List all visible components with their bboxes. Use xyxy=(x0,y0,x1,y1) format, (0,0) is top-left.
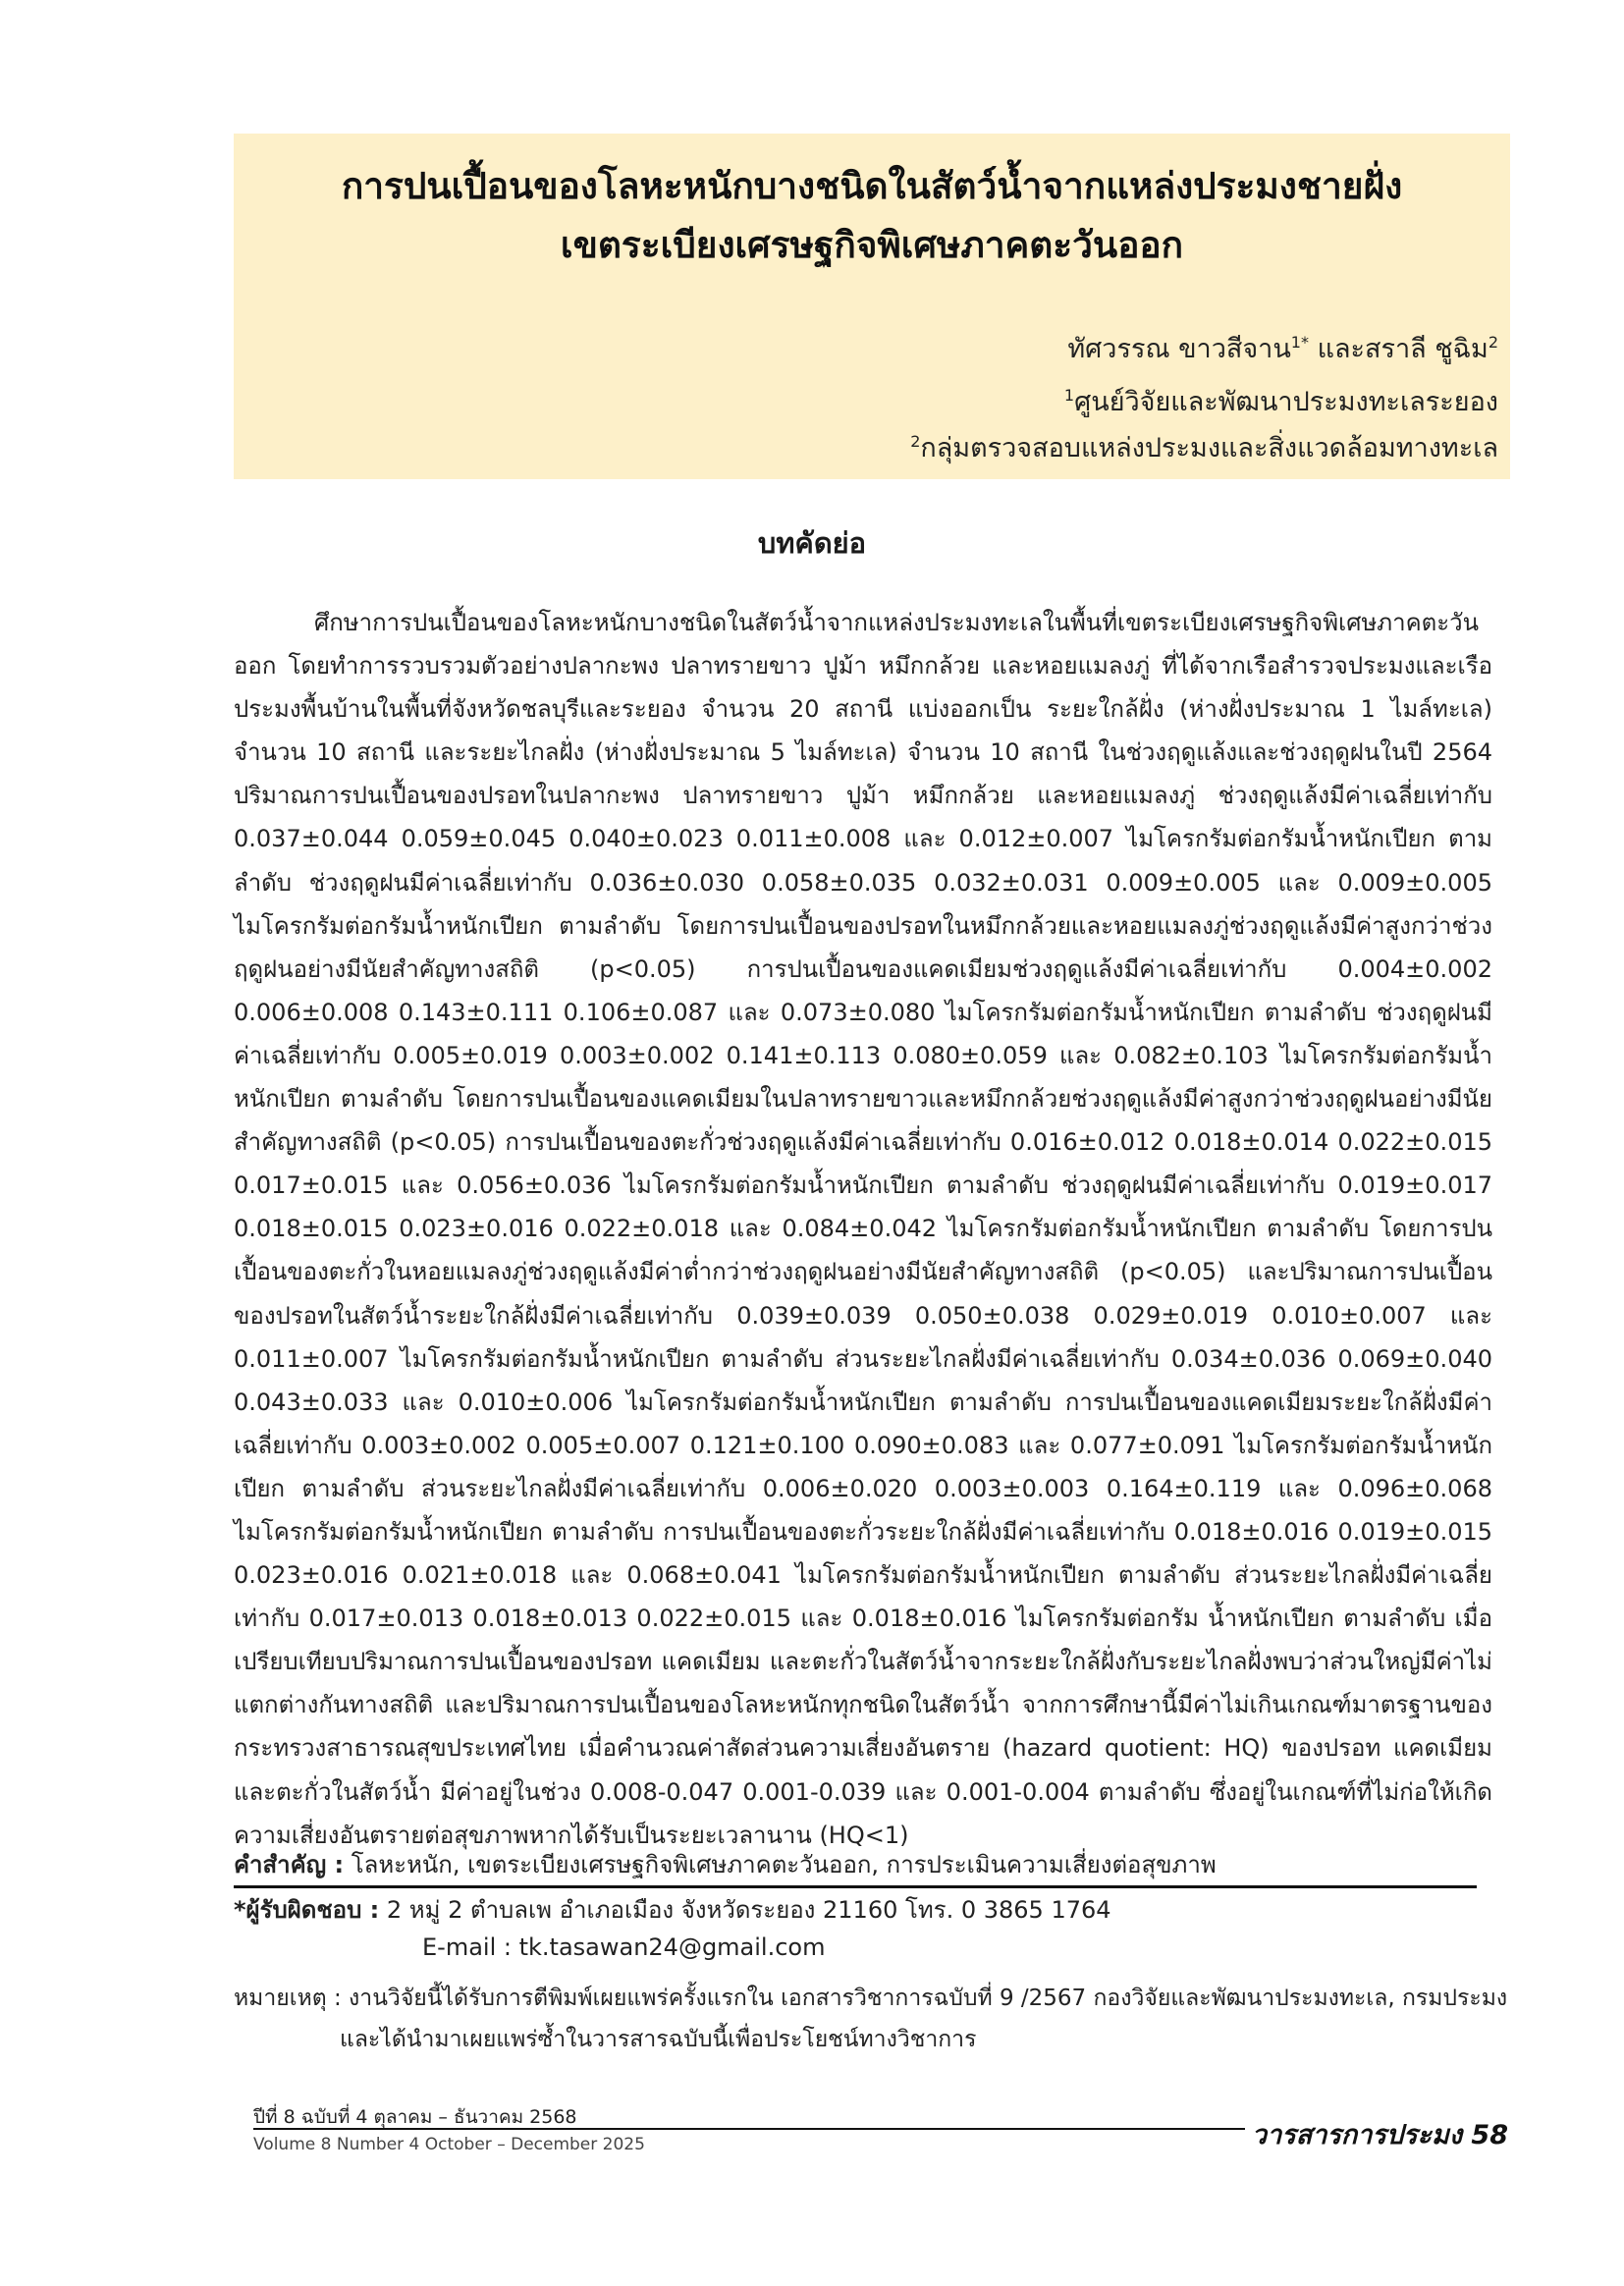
keywords xyxy=(234,1845,1492,1883)
author-1-marker: 1* xyxy=(1290,333,1309,352)
affiliation-2 xyxy=(910,426,1498,468)
abstract-body: ศึกษาการปนเปื้อนของโลหะหนักบางชนิดในสัตว์น้ำจากแหล่งประมงทะเลในพื้นที่เขตระเบียงเศรษฐกิจพิเศษภาคตะวันออก โดยทำการรวบรวมตัวอย่างปลากะพง ปลาทรายขาว ปูม้า หมึกกล้วย และหอยแมลงภู่ ที่ได้จากเรือสำรวจประมงและเรือประมงพื้นบ้านในพื้นที่จังหวัดชลบุรีและระยอง จำนวน 20 สถานี แบ่งออกเป็น ระยะใกล้ฝั่ง (ห่างฝั่งประมาณ 1 ไมล์ทะเล) จำนวน 10 สถานี และระยะไกลฝั่ง (ห่างฝั่งประมาณ 5 ไมล์ทะเล) จำนวน 10 สถานี ในช่วงฤดูแล้งและช่วงฤดูฝนในปี 2564 ปริมาณการปนเปื้อนของปรอทในปลากะพง ปลาทรายขาว ปูม้า หมึกกล้วย และหอยแมลงภู่ ช่วงฤดูแล้งมีค่าเฉลี่ยเท่ากับ 0.037±0.044 0.059±0.045 0.040±0.023 0.011±0.008 และ 0.012±0.007 ไมโครกรัมต่อกรัมน้ำหนักเปียก ตามลำดับ ช่วงฤดูฝนมีค่าเฉลี่ยเท่ากับ 0.036±0.030 0.058±0.035 0.032±0.031 0.009±0.005 และ 0.009±0.005 ไมโครกรัมต่อกรัมน้ำหนักเปียก ตามลำดับ โดยการปนเปื้อนของปรอทในหมึกกล้วยและหอยแมลงภู่ช่วงฤดูแล้งมีค่าสูงกว่าช่วงฤดูฝนอย่างมีนัยสำคัญทางสถิติ (p<0.05) การปนเปื้อนของแคดเมียมช่วงฤดูแล้งมีค่าเฉลี่ยเท่ากับ 0.004±0.002 0.006±0.008 0.143±0.111 0.106±0.087 และ 0.073±0.080 ไมโครกรัมต่อกรัมน้ำหนักเปียก ตามลำดับ ช่วงฤดูฝนมีค่าเฉลี่ยเท่ากับ 0.005±0.019 0.003±0.002 0.141±0.113 0.080±0.059 และ 0.082±0.103 ไมโครกรัมต่อกรัมน้ำหนักเปียก ตามลำดับ โดยการปนเปื้อนของแคดเมียมในปลาทรายขาวและหมึกกล้วยช่วงฤดูแล้งมีค่าสูงกว่าช่วงฤดูฝนอย่างมีนัยสำคัญทางสถิติ (p<0.05) การปนเปื้อนของตะกั่วช่วงฤดูแล้งมีค่าเฉลี่ยเท่ากับ 0.016±0.012 0.018±0.014 0.022±0.015 0.017±0.015 และ 0.056±0.036 ไมโครกรัมต่อกรัมน้ำหนักเปียก ตามลำดับ ช่วงฤดูฝนมีค่าเฉลี่ยเท่ากับ 0.019±0.017 0.018±0.015 0.023±0.016 0.022±0.018 และ 0.084±0.042 ไมโครกรัมต่อกรัมน้ำหนักเปียก ตามลำดับ โดยการปนเปื้อนของตะกั่วในหอยแมลงภู่ช่วงฤดูแล้งมีค่าต่ำกว่าช่วงฤดูฝนอย่างมีนัยสำคัญทางสถิติ (p<0.05) และปริมาณการปนเปื้อนของปรอทในสัตว์น้ำระยะใกล้ฝั่งมีค่าเฉลี่ยเท่ากับ 0.039±0.039 0.050±0.038 0.029±0.019 0.010±0.007 และ 0.011±0.007 ไมโครกรัมต่อกรัมน้ำหนักเปียก ตามลำดับ ส่วนระยะไกลฝั่งมีค่าเฉลี่ยเท่ากับ 0.034±0.036 0.069±0.040 0.043±0.033 และ 0.010±0.006 ไมโครกรัมต่อกรัมน้ำหนักเปียก ตามลำดับ การปนเปื้อนของแคดเมียมระยะใกล้ฝั่งมีค่าเฉลี่ยเท่ากับ 0.003±0.002 0.005±0.007 0.121±0.100 0.090±0.083 และ 0.077±0.091 ไมโครกรัมต่อกรัมน้ำหนักเปียก ตามลำดับ ส่วนระยะไกลฝั่งมีค่าเฉลี่ยเท่ากับ 0.006±0.020 0.003±0.003 0.164±0.119 และ 0.096±0.068 ไมโครกรัมต่อกรัมน้ำหนักเปียก ตามลำดับ การปนเปื้อนของตะกั่วระยะใกล้ฝั่งมีค่าเฉลี่ยเท่ากับ 0.018±0.016 0.019±0.015 0.023±0.016 0.021±0.018 และ 0.068±0.041 ไมโครกรัมต่อกรัมน้ำหนักเปียก ตามลำดับ ส่วนระยะไกลฝั่งมีค่าเฉลี่ยเท่ากับ 0.017±0.013 0.018±0.013 0.022±0.015 และ 0.018±0.016 ไมโครกรัมต่อกรัม น้ำหนักเปียก ตามลำดับ เมื่อเปรียบเทียบปริมาณการปนเปื้อนของปรอท แคดเมียม และตะกั่วในสัตว์น้ำจากระยะใกล้ฝั่งกับระยะไกลฝั่งพบว่าส่วนใหญ่มีค่าไม่แตกต่างกันทางสถิติ และปริมาณการปนเปื้อนของโลหะหนักทุกชนิดในสัตว์น้ำ จากการศึกษานี้มีค่าไม่เกินเกณฑ์มาตรฐานของกระทรวงสาธารณสุขประเทศไทย เมื่อคำนวณค่าสัดส่วนความเสี่ยงอันตราย (hazard quotient: HQ) ของปรอท แคดเมียม และตะกั่วในสัตว์น้ำ มีค่าอยู่ในช่วง 0.008-0.047 0.001-0.039 และ 0.001-0.004 ตามลำดับ ซึ่งอยู่ในเกณฑ์ที่ไม่ก่อให้เกิดความเสี่ยงอันตรายต่อสุขภาพหากได้รับเป็นระยะเวลานาน (HQ<1) xyxy=(234,609,1492,1849)
note-line-2: และได้นำมาเผยแพร่ซ้ำในวารสารฉบับนี้เพื่อประโยชน์ทางวิชาการ xyxy=(340,2027,977,2052)
author-2: และสราลี ชูฉิม xyxy=(1308,334,1489,364)
keywords-label: คำสำคัญ : xyxy=(234,1851,345,1878)
author-1: ทัศวรรณ ขาวสีจาน xyxy=(1067,334,1291,364)
footer-issue-english: Volume 8 Number 4 October – December 2025 xyxy=(253,2135,645,2154)
footer-rule xyxy=(253,2128,1245,2130)
footer-issue-thai: ปีที่ 8 ฉบับที่ 4 ตุลาคม – ธันวาคม 2568 xyxy=(253,2106,577,2128)
paper-title-line-1: การปนเปื้อนของโลหะหนักบางชนิดในสัตว์น้ำจากแหล่งประมงชายฝั่ง xyxy=(341,165,1403,207)
footer-journal-page: วารสารการประมง 58 xyxy=(1251,2120,1508,2150)
affiliation-2-text: กลุ่มตรวจสอบแหล่งประมงและสิ่งแวดล้อมทางทะเล xyxy=(920,433,1498,463)
affiliation-2-marker: 2 xyxy=(910,432,921,451)
affiliation-1-marker: 1 xyxy=(1063,386,1075,405)
affiliation-1-text: ศูนย์วิจัยและพัฒนาประมงทะเลระยอง xyxy=(1074,387,1498,417)
corresponding-label: *ผู้รับผิดชอบ : xyxy=(234,1896,380,1924)
note-line-1: หมายเหตุ : งานวิจัยนี้ได้รับการตีพิมพ์เผยแพร่ครั้งแรกใน เอกสารวิชาการฉบับที่ 9 /2567 กองวิจัยและพัฒนาประมงทะเล, กรมประมง xyxy=(234,1986,1508,2011)
author-2-marker: 2 xyxy=(1488,333,1498,352)
affiliation-1 xyxy=(1064,380,1498,422)
author-names xyxy=(1067,327,1498,369)
keywords-text: โลหะหนัก, เขตระเบียงเศรษฐกิจพิเศษภาคตะวันออก, การประเมินความเสี่ยงต่อสุขภาพ xyxy=(344,1851,1217,1878)
separator-rule xyxy=(234,1885,1477,1888)
corresponding-address: 2 หมู่ 2 ตำบลเพ อำเภอเมือง จังหวัดระยอง 21160 โทร. 0 3865 1764 xyxy=(379,1896,1111,1924)
abstract-heading: บทคัดย่อ xyxy=(757,526,867,560)
corresponding-author xyxy=(234,1890,1111,1929)
email-address[interactable]: E-mail : tk.tasawan24@gmail.com xyxy=(422,1933,826,1961)
paper-title-line-2: เขตระเบียงเศรษฐกิจพิเศษภาคตะวันออก xyxy=(560,224,1184,266)
